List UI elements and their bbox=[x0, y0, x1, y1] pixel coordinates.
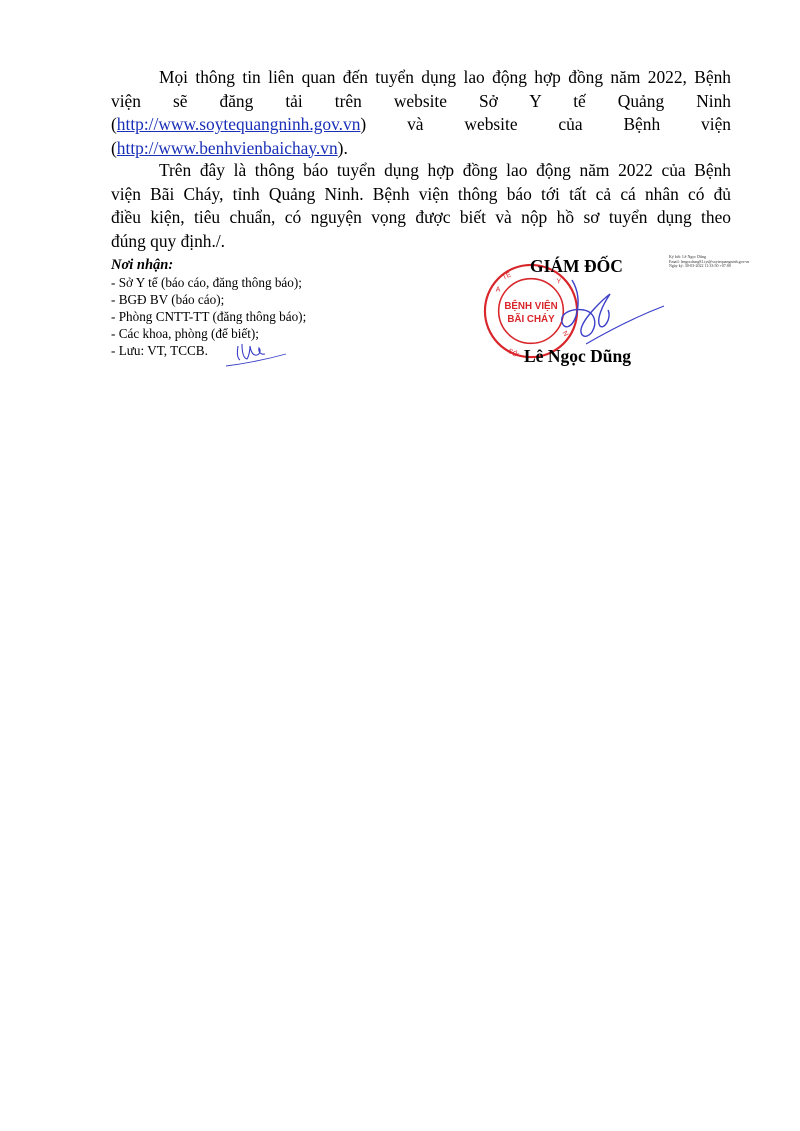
paragraph-1-line-3 bbox=[111, 113, 731, 137]
benhvienbaichay-link[interactable]: http://www.benhvienbaichay.vn bbox=[116, 137, 338, 158]
paragraph-2-line-3: điều kiện, tiêu chuẩn, có nguyện vọng được biết và nộp hồ sơ tuyển dụng theo bbox=[111, 207, 731, 227]
paragraph-2-line-1: Trên đây là thông báo tuyển dụng hợp đồng lao động năm 2022 của Bệnh bbox=[159, 160, 731, 180]
paragraph-1-line-4 bbox=[111, 137, 731, 161]
paragraph-website-info bbox=[111, 66, 731, 160]
svg-text:SỞ: SỞ bbox=[506, 347, 520, 360]
recipient-item: - Lưu: VT, TCCB. bbox=[111, 343, 208, 358]
paragraph-announcement bbox=[111, 159, 731, 253]
recipients-title: Nơi nhận: bbox=[111, 257, 174, 273]
digital-signature-info bbox=[669, 255, 749, 269]
digital-signer: Ký bởi: Lê Ngọc Dũng bbox=[669, 254, 706, 259]
paragraph-1-line-2: viện sẽ đăng tải trên website Sở Y tế Quảng Ninh bbox=[111, 90, 731, 111]
recipient-item: - BGĐ BV (báo cáo); bbox=[111, 292, 225, 307]
svg-text:A: A bbox=[495, 286, 501, 294]
svg-text:Y: Y bbox=[556, 278, 562, 286]
digital-email: Email: lengocdung81.tyt@soytequangninh.gov.vn bbox=[669, 258, 750, 264]
signer-title: GIÁM ĐỐC bbox=[530, 256, 623, 276]
paragraph-1-line-1: Mọi thông tin liên quan đến tuyển dụng lao động hợp đồng năm 2022, Bệnh bbox=[159, 67, 731, 87]
paragraph-2-line-4: đúng quy định./. bbox=[111, 230, 226, 251]
initials-signature-icon bbox=[224, 336, 288, 370]
svg-text:N: N bbox=[560, 330, 570, 338]
stamp-text-line-2: BÃI CHÁY bbox=[507, 313, 555, 325]
soytequangninh-link[interactable]: http://www.soytequangninh.gov.vn bbox=[116, 114, 361, 134]
paragraph-1-line-3-rest: ) và website của Bệnh viện bbox=[360, 114, 731, 134]
signer-name: Lê Ngọc Dũng bbox=[524, 346, 631, 366]
stamp-text-line-1: BỆNH VIỆN bbox=[504, 301, 558, 313]
paragraph-1-line-4-rest: ). bbox=[337, 137, 348, 158]
bracket-open: ( bbox=[111, 137, 117, 158]
bracket-open: ( bbox=[111, 114, 117, 134]
svg-text:TẾ: TẾ bbox=[501, 271, 513, 282]
digital-date: Ngày ký: 30-03-2022 11:33:50 +07:00 bbox=[669, 263, 731, 269]
paragraph-2-line-2: viện Bãi Cháy, tỉnh Quảng Ninh. Bệnh viện thông báo tới tất cả cá nhân có đủ bbox=[111, 183, 731, 204]
recipient-item: - Các khoa, phòng (để biết); bbox=[111, 326, 259, 341]
recipient-item: - Sở Y tế (báo cáo, đăng thông báo); bbox=[111, 275, 302, 290]
recipient-item: - Phòng CNTT-TT (đăng thông báo); bbox=[111, 309, 307, 324]
